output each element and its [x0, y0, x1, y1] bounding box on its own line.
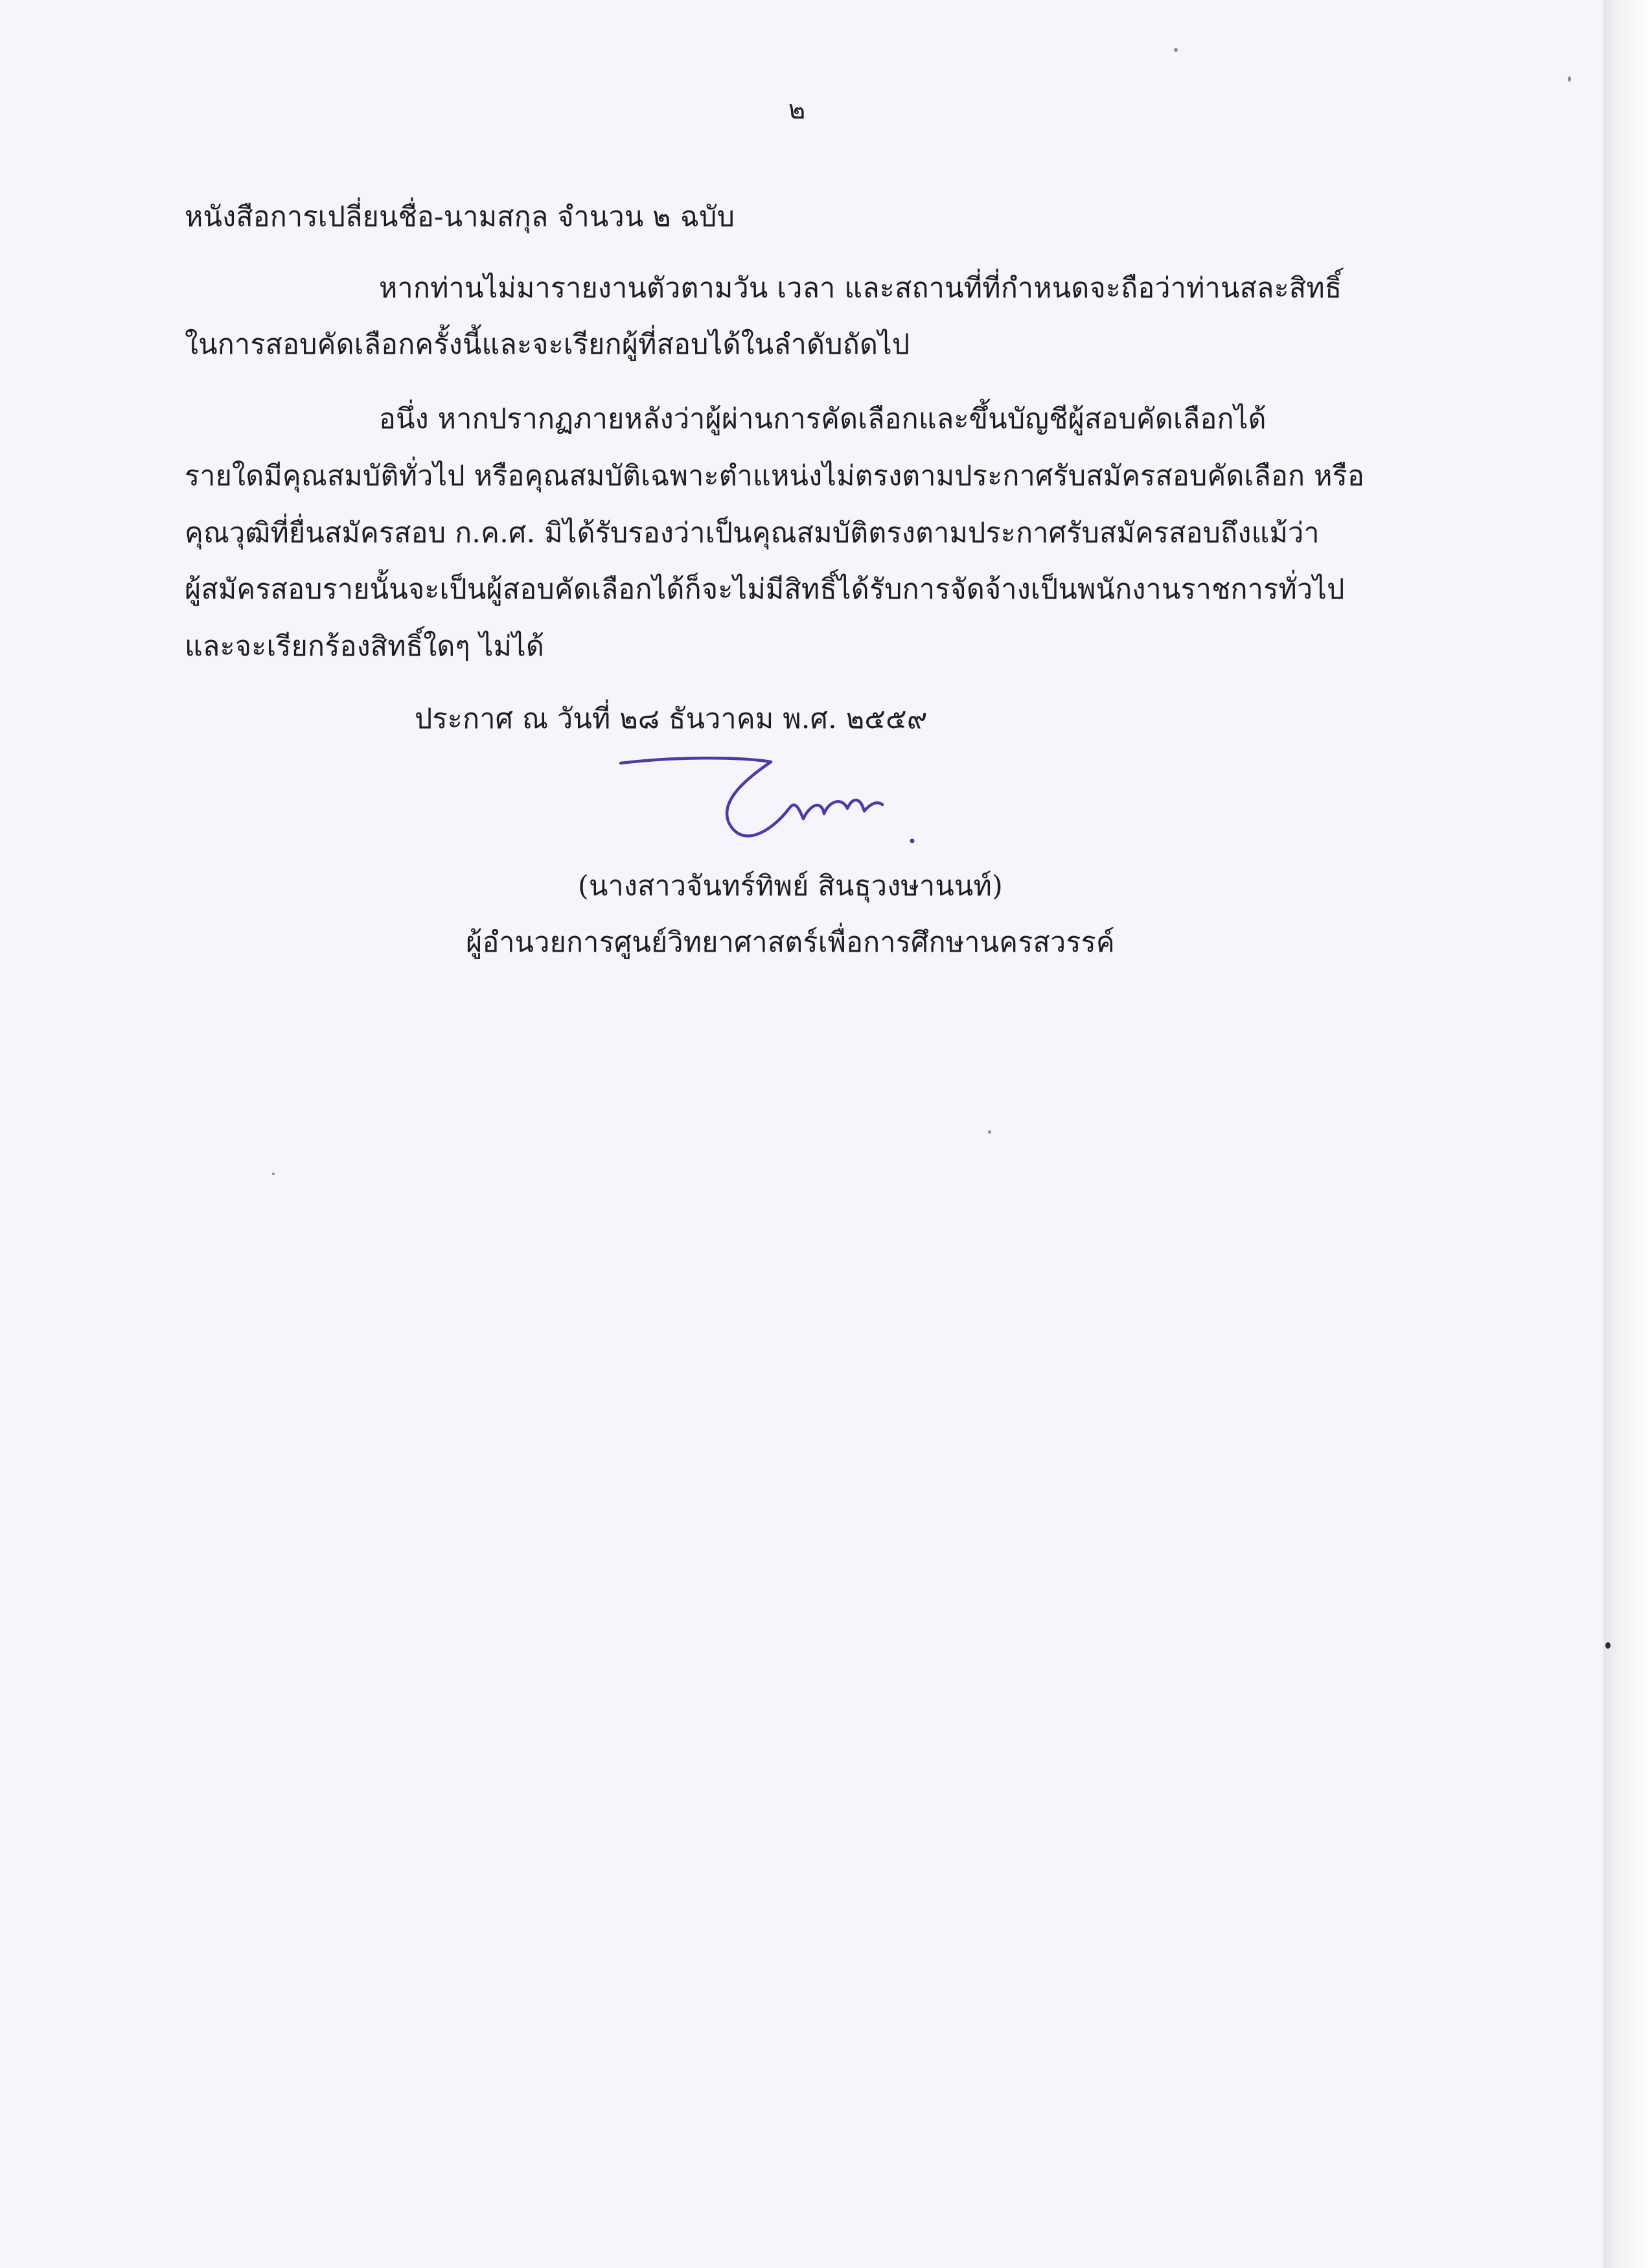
- paragraph-2-line-4: ผู้สมัครสอบรายนั้นจะเป็นผู้สอบคัดเลือกได้ก็จะไม่มีสิทธิ์ได้รับการจัดจ้างเป็นพนักงานราชการทั่วไป: [185, 573, 1345, 606]
- signer-title: ผู้อำนวยการศูนย์วิทยาศาสตร์เพื่อการศึกษานครสวรรค์: [466, 926, 1115, 959]
- paragraph-1-line-1: หากท่านไม่มารายงานตัวตามวัน เวลา และสถานที่ที่กำหนดจะถือว่าท่านสละสิทธิ์: [379, 272, 1342, 304]
- scan-speck: [1605, 1642, 1611, 1649]
- paragraph-1-line-2: ในการสอบคัดเลือกครั้งนี้และจะเรียกผู้ที่สอบได้ในลำดับถัดไป: [185, 328, 910, 361]
- paragraph-2-line-5: และจะเรียกร้องสิทธิ์ใดๆ ไม่ได้: [185, 630, 545, 663]
- page-number: ๒: [788, 95, 806, 125]
- signer-name: (นางสาวจันทร์ทิพย์ สินธุวงษานนท์): [577, 870, 1004, 902]
- handwritten-signature: [615, 751, 926, 862]
- attachment-line: หนังสือการเปลี่ยนชื่อ-นามสกุล จำนวน ๒ ฉบับ: [185, 201, 735, 233]
- scan-speck: [1174, 48, 1178, 52]
- paragraph-2-line-2: รายใดมีคุณสมบัติทั่วไป หรือคุณสมบัติเฉพาะตำแหน่งไม่ตรงตามประกาศรับสมัครสอบคัดเลือก หรือ: [185, 460, 1364, 492]
- paragraph-2-line-1: อนึ่ง หากปรากฏภายหลังว่าผู้ผ่านการคัดเลือกและขึ้นบัญชีผู้สอบคัดเลือกได้: [379, 403, 1267, 435]
- signature-stroke: [621, 758, 882, 836]
- scan-speck: [988, 1130, 991, 1134]
- paragraph-2-line-3: คุณวุฒิที่ยื่นสมัครสอบ ก.ค.ศ. มิได้รับรองว่าเป็นคุณสมบัติตรงตามประกาศรับสมัครสอบถึงแม้ว่า: [185, 517, 1320, 549]
- scan-speck: [272, 1173, 275, 1175]
- signature-dot: [910, 839, 915, 843]
- announcement-date: ประกาศ ณ วันที่ ๒๘ ธันวาคม พ.ศ. ๒๕๕๙: [415, 703, 928, 735]
- scan-speck: [1568, 76, 1571, 82]
- scan-edge-shadow: [1603, 0, 1652, 2268]
